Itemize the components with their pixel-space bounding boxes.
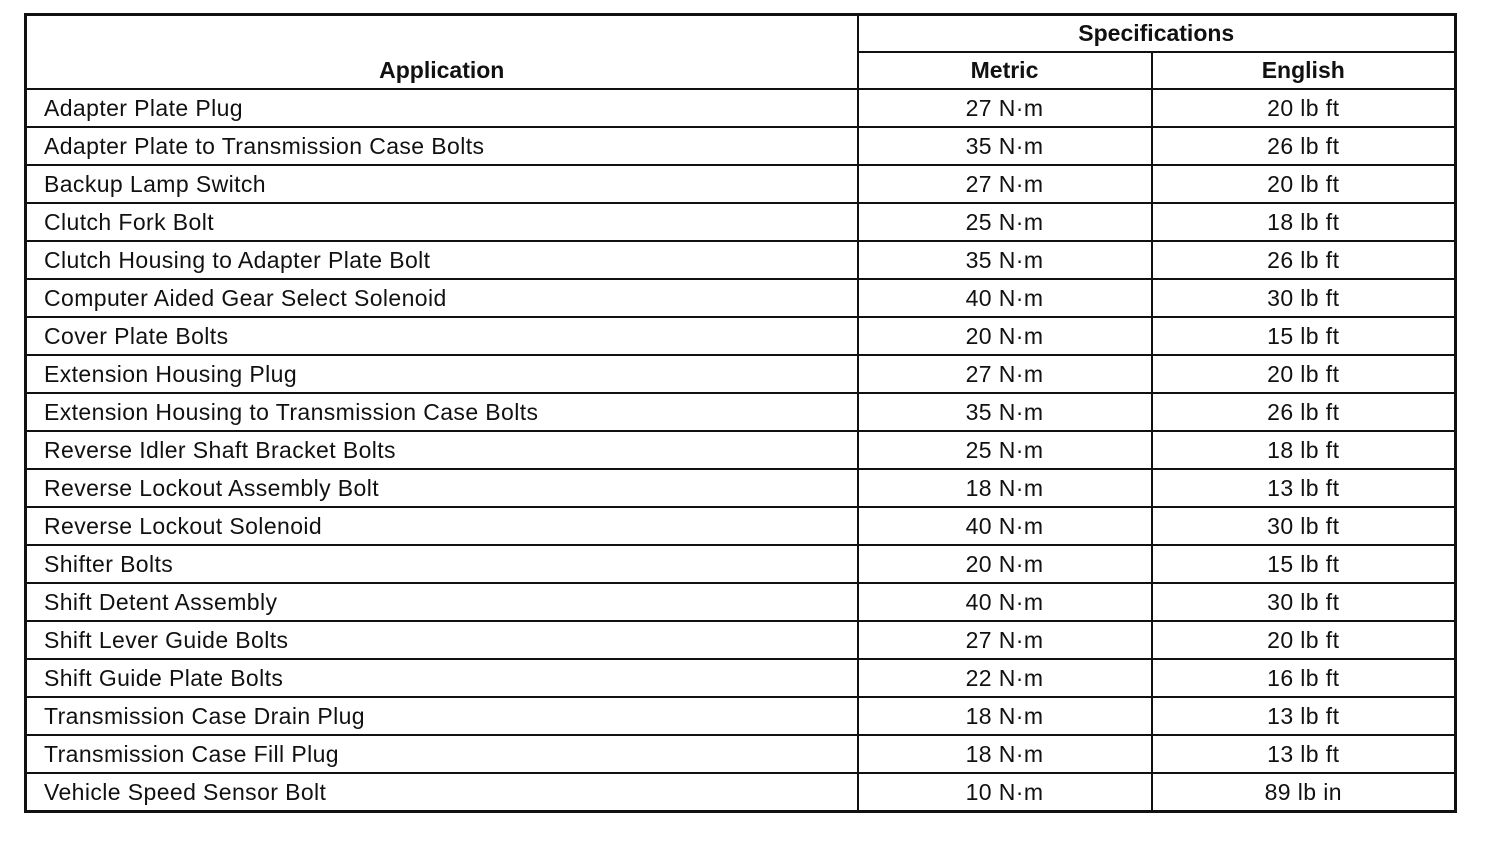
application-cell: Vehicle Speed Sensor Bolt [26, 773, 858, 812]
english-cell: 20 lb ft [1152, 355, 1456, 393]
metric-cell: 40 N·m [858, 507, 1152, 545]
metric-cell: 35 N·m [858, 127, 1152, 165]
metric-cell: 25 N·m [858, 203, 1152, 241]
english-cell: 26 lb ft [1152, 241, 1456, 279]
table-row [26, 545, 1456, 583]
english-cell: 89 lb in [1152, 773, 1456, 812]
specifications-column-header: Specifications [858, 15, 1456, 53]
table-row [26, 203, 1456, 241]
english-cell: 13 lb ft [1152, 735, 1456, 773]
metric-cell: 40 N·m [858, 279, 1152, 317]
table-row [26, 89, 1456, 127]
table-row [26, 431, 1456, 469]
english-cell: 18 lb ft [1152, 431, 1456, 469]
english-cell: 30 lb ft [1152, 583, 1456, 621]
application-cell: Backup Lamp Switch [26, 165, 858, 203]
table-row [26, 317, 1456, 355]
application-cell: Computer Aided Gear Select Solenoid [26, 279, 858, 317]
metric-column-header: Metric [858, 52, 1152, 89]
metric-cell: 20 N·m [858, 317, 1152, 355]
table-row [26, 241, 1456, 279]
table-row [26, 697, 1456, 735]
table-row [26, 621, 1456, 659]
application-cell: Reverse Lockout Solenoid [26, 507, 858, 545]
english-cell: 15 lb ft [1152, 545, 1456, 583]
metric-cell: 27 N·m [858, 621, 1152, 659]
metric-cell: 27 N·m [858, 89, 1152, 127]
application-cell: Shift Guide Plate Bolts [26, 659, 858, 697]
english-cell: 15 lb ft [1152, 317, 1456, 355]
metric-cell: 18 N·m [858, 735, 1152, 773]
english-cell: 13 lb ft [1152, 469, 1456, 507]
metric-cell: 18 N·m [858, 697, 1152, 735]
table-body [26, 89, 1456, 812]
table-row [26, 127, 1456, 165]
metric-cell: 10 N·m [858, 773, 1152, 812]
table-row [26, 469, 1456, 507]
metric-cell: 20 N·m [858, 545, 1152, 583]
english-cell: 30 lb ft [1152, 507, 1456, 545]
application-cell: Clutch Housing to Adapter Plate Bolt [26, 241, 858, 279]
metric-cell: 27 N·m [858, 165, 1152, 203]
metric-cell: 35 N·m [858, 241, 1152, 279]
english-cell: 16 lb ft [1152, 659, 1456, 697]
application-cell: Shifter Bolts [26, 545, 858, 583]
application-cell: Cover Plate Bolts [26, 317, 858, 355]
table-row [26, 355, 1456, 393]
metric-cell: 22 N·m [858, 659, 1152, 697]
application-cell: Clutch Fork Bolt [26, 203, 858, 241]
table-row [26, 393, 1456, 431]
metric-cell: 40 N·m [858, 583, 1152, 621]
application-cell: Adapter Plate Plug [26, 89, 858, 127]
application-cell: Reverse Idler Shaft Bracket Bolts [26, 431, 858, 469]
english-cell: 20 lb ft [1152, 89, 1456, 127]
application-cell: Reverse Lockout Assembly Bolt [26, 469, 858, 507]
torque-specifications-table [24, 13, 1457, 813]
metric-cell: 18 N·m [858, 469, 1152, 507]
application-cell: Shift Detent Assembly [26, 583, 858, 621]
english-cell: 30 lb ft [1152, 279, 1456, 317]
header-row-top [26, 15, 1456, 53]
table-row [26, 659, 1456, 697]
english-cell: 20 lb ft [1152, 621, 1456, 659]
table-row [26, 735, 1456, 773]
english-cell: 26 lb ft [1152, 393, 1456, 431]
table-row [26, 773, 1456, 812]
english-cell: 13 lb ft [1152, 697, 1456, 735]
table-row [26, 507, 1456, 545]
english-cell: 20 lb ft [1152, 165, 1456, 203]
application-cell: Extension Housing to Transmission Case Bolts [26, 393, 858, 431]
english-cell: 26 lb ft [1152, 127, 1456, 165]
table-row [26, 279, 1456, 317]
application-cell: Shift Lever Guide Bolts [26, 621, 858, 659]
table-row [26, 583, 1456, 621]
application-cell: Transmission Case Fill Plug [26, 735, 858, 773]
application-column-header: Application [26, 15, 858, 90]
application-cell: Transmission Case Drain Plug [26, 697, 858, 735]
metric-cell: 25 N·m [858, 431, 1152, 469]
application-cell: Extension Housing Plug [26, 355, 858, 393]
table-row [26, 165, 1456, 203]
english-cell: 18 lb ft [1152, 203, 1456, 241]
application-cell: Adapter Plate to Transmission Case Bolts [26, 127, 858, 165]
metric-cell: 27 N·m [858, 355, 1152, 393]
metric-cell: 35 N·m [858, 393, 1152, 431]
english-column-header: English [1152, 52, 1456, 89]
